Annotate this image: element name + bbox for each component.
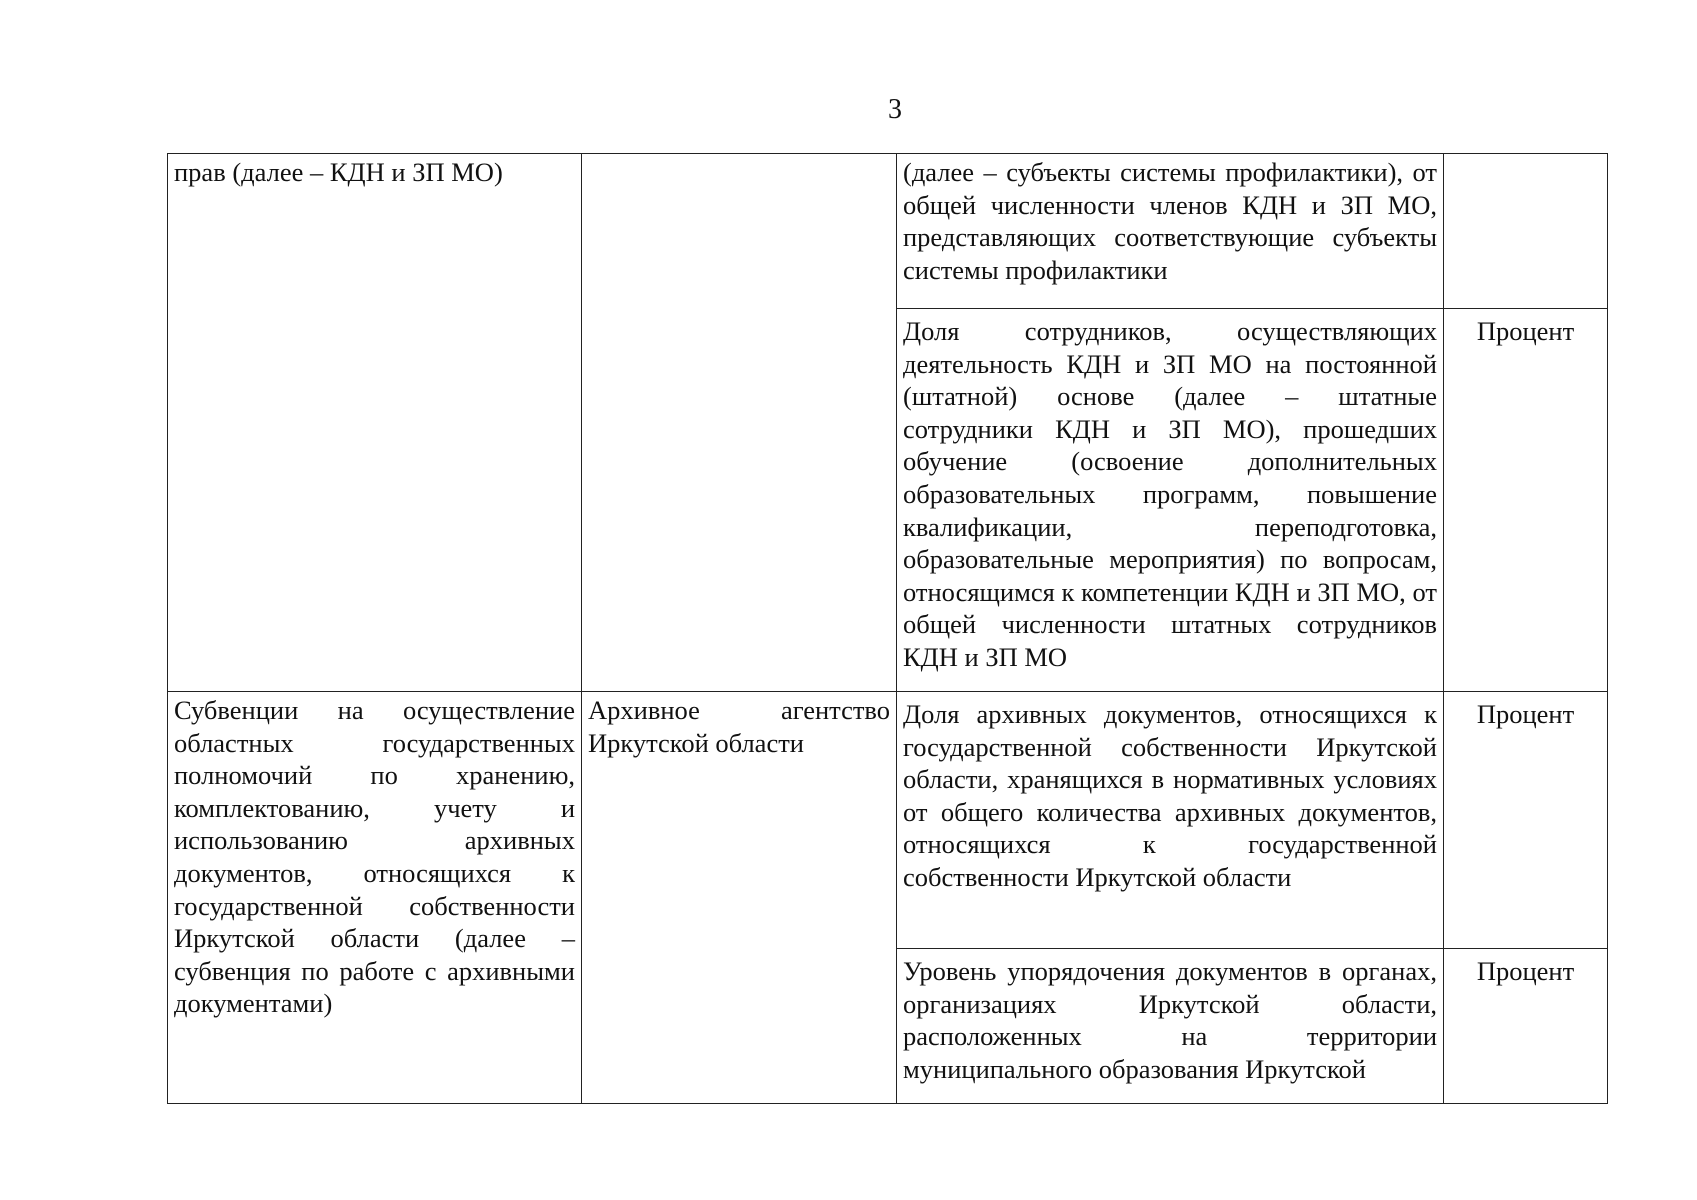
indicator-clip bbox=[903, 955, 1437, 1087]
subvention-cell bbox=[168, 692, 582, 1104]
indicator-cell bbox=[897, 692, 1444, 949]
agency-cell bbox=[582, 154, 897, 692]
indicator-text: Уровень упорядочения документов в органах, организациях Иркутской области, расположенных на территории муниципального образования Иркутской bbox=[903, 956, 1437, 1084]
indicator-cell bbox=[897, 309, 1444, 692]
page-number: 3 bbox=[888, 94, 902, 125]
indicator-text: Доля сотрудников, осуществляющих деятельность КДН и ЗП МО на постоянной (штатной) основе (далее – штатные сотрудники КДН и ЗП МО), прошедших обучение (освоение дополнительных образовательных программ, повышение квалификации, переподготовка, образовательные мероприятия) по вопросам, относящимся к компетенции КДН и ЗП МО, от общей численности штатных сотрудников КДН и ЗП МО bbox=[903, 316, 1437, 672]
unit-cell bbox=[1444, 692, 1608, 949]
indicator-text: Доля архивных документов, относящихся к государственной собственности Иркутской области, хранящихся в нормативных условиях от общего количества архивных документов, относящихся к государственной собственности Иркутской области bbox=[903, 699, 1437, 892]
table-row bbox=[168, 692, 1608, 949]
subvention-text: прав (далее – КДН и ЗП МО) bbox=[174, 157, 503, 187]
unit-cell bbox=[1444, 949, 1608, 1104]
subvention-cell bbox=[168, 154, 582, 692]
table-row bbox=[168, 154, 1608, 309]
indicators-table bbox=[167, 153, 1608, 1104]
unit-text: Процент bbox=[1476, 956, 1575, 986]
agency-cell bbox=[582, 692, 897, 1104]
indicator-cell bbox=[897, 949, 1444, 1104]
agency-text: Архивное агентство Иркутской области bbox=[588, 695, 890, 758]
unit-cell bbox=[1444, 154, 1608, 309]
unit-cell bbox=[1444, 309, 1608, 692]
unit-text: Процент bbox=[1476, 316, 1575, 346]
unit-text: Процент bbox=[1476, 699, 1575, 729]
indicator-cell bbox=[897, 154, 1444, 309]
subvention-text: Субвенции на осуществление областных государственных полномочий по хранению, комплектованию, учету и использованию архивных документов, относящихся к государственной собственности Иркутской области (далее – субвенция по работе с архивными документами) bbox=[174, 695, 575, 1019]
indicator-text: (далее – субъекты системы профилактики), от общей численности членов КДН и ЗП МО, представляющих соответствующие субъекты системы профилактики bbox=[903, 157, 1437, 285]
